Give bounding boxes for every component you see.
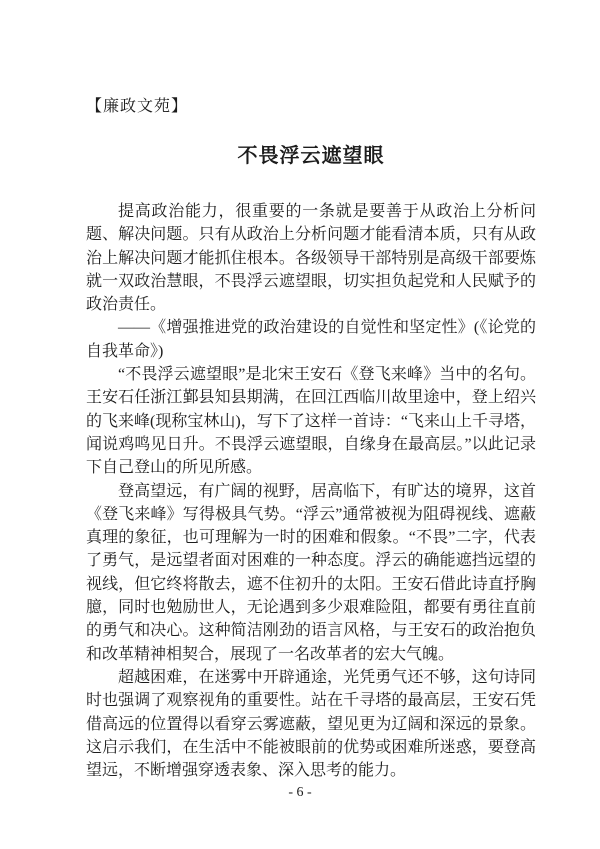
section-header: 【廉政文苑】	[86, 98, 189, 115]
article-title: 不畏浮云遮望眼	[237, 145, 385, 167]
paragraph-quote: 提高政治能力，很重要的一条就是要善于从政治上分析问题、解决问题。只有从政治上分析问题才能看清本质，只有从政治上解决问题才能抓住根本。各级领导干部特别是高级干部要炼就一双政治慧眼，不畏浮云遮望眼，切实担负起党和人民赋予的政治责任。	[86, 203, 536, 314]
page-number: - 6 -	[288, 785, 312, 800]
article-body	[86, 200, 536, 782]
paragraph-attribution: ——《增强推进党的政治建设的自觉性和坚定性》(《论党的自我革命》)	[86, 319, 536, 360]
paragraph: 登高望远，有广阔的视野，居高临下，有旷达的境界，这首《登飞来峰》写得极具气势。“浮云”通常被视为阻碍视线、遮蔽真理的象征，也可理解为一时的困难和假象。“不畏”二字，代表了勇气，是远望者面对困难的一种态度。浮云的确能遮挡远望的视线，但它终将散去，遮不住初升的太阳。王安石借此诗直抒胸臆，同时也勉励世人，无论遇到多少艰难险阻，都要有勇往直前的勇气和决心。这种简洁刚劲的语言风格，与王安石的政治抱负和改革精神相契合，展现了一名改革者的宏大气魄。	[86, 482, 536, 663]
paragraph: “不畏浮云遮望眼”是北宋王安石《登飞来峰》当中的名句。王安石任浙江鄞县知县期满，在回江西临川故里途中，登上绍兴的飞来峰(现称宝林山)，写下了这样一首诗：“飞来山上千寻塔，闻说鸡鸣见日升。不畏浮云遮望眼，自缘身在最高层。”以此记录下自己登山的所见所感。	[86, 366, 536, 477]
paragraph: 超越困难，在迷雾中开辟通途，光凭勇气还不够，这句诗同时也强调了观察视角的重要性。站在千寻塔的最高层，王安石凭借高远的位置得以看穿云雾遮蔽，望见更为辽阔和深远的景象。这启示我们，在生活中不能被眼前的优势或困难所迷惑，要登高望远，不断增强穿透表象、深入思考的能力。	[86, 668, 536, 780]
